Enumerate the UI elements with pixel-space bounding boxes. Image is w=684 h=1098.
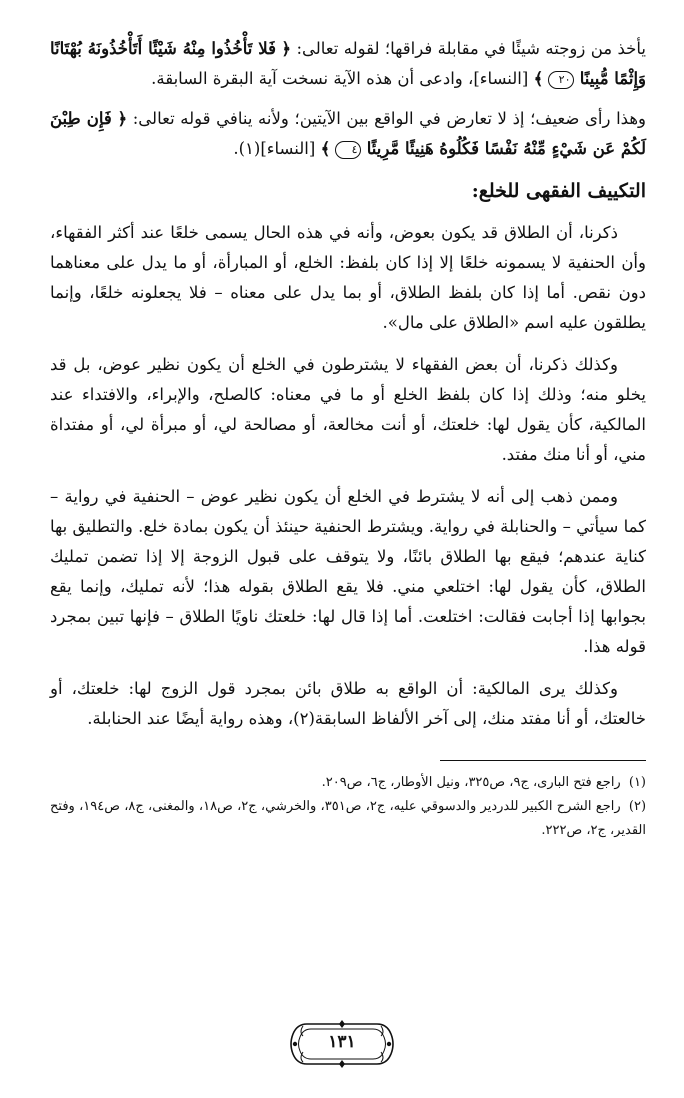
quran-close-bracket: ﴾ <box>320 139 331 158</box>
footnote-1 <box>50 771 646 795</box>
footnote-text: راجع الشرح الكبير للدردير والدسوقي عليه، ج٢، ص٣٥١، والخرشي، ج٢، ص١٨، والمغنى، ج٨، ص١٩٤، وفتح القدير، ج٢، ص٢٢٢. <box>50 799 646 838</box>
paragraph-2-lead: وهذا رأى ضعيف؛ إذ لا تعارض في الواقع بين الآيتين؛ ولأنه ينافي قوله تعالى: <box>132 109 647 128</box>
paragraph-1-lead: يأخذ من زوجته شيئًا في مقابلة فراقها؛ لقوله تعالى: <box>296 39 646 58</box>
paragraph-2 <box>50 104 646 164</box>
paragraph-2-tail: [النساء](١). <box>233 139 316 158</box>
paragraph-4: وكذلك ذكرنا، أن بعض الفقهاء لا يشترطون في الخلع أن يكون نظير عوض، بل قد يخلو منه؛ وذلك إذا كان بلفظ الخلع أو ما في معناه: كالصلح، والإبراء، والافتداء عند المالكية، كأن يقول لها: خلعتك، أو أنت مخالعة، أو مصالحة لي، أو مبرأة لي، أو مفتداة مني، أو أنا منك مفتد. <box>50 355 646 464</box>
ornamental-frame-icon <box>287 1018 397 1070</box>
quran-verse-2: فَإِن طِبْنَ لَكُمْ عَن شَيْءٍ مِّنْهُ نَفْسًا فَكُلُوهُ هَنِيئًا مَّرِيئًا <box>50 109 646 158</box>
footnote-mark: (٢) <box>628 799 647 814</box>
footnote-text: راجع فتح البارى، ج٩، ص٣٢٥، ونيل الأوطار، ج٦، ص٢٠٩. <box>321 775 621 790</box>
page-number: ١٣١ <box>328 1032 356 1052</box>
quran-close-bracket: ﴾ <box>533 69 544 88</box>
footnote-mark: (١) <box>628 775 646 790</box>
quran-open-bracket: ﴿ <box>117 109 128 128</box>
page-number-block <box>0 1018 684 1070</box>
paragraph-1 <box>50 34 646 94</box>
paragraph-5: وممن ذهب إلى أنه لا يشترط في الخلع أن يكون نظير عوض – الحنفية في رواية – كما سيأتي – والحنابلة في رواية. ويشترط الحنفية حينئذ أن يكون بمادة خلع. والتطليق بها كناية عندهم؛ فيقع بها الطلاق بائنًا، ولا يتوقف على قبول الزوجة إلا إذا تضمن تمليك الطلاق، كأن يقول لها: اختلعي مني. فلا يقع الطلاق بقوله هذا؛ لأنه تمليك، وإنما يقع بجوابها إذا أجابت فقالت: اختلعت. أما إذا قال لها: خلعتك ناويًا الطلاق – فإنها تبين بمجرد قوله هذا. <box>50 487 646 656</box>
paragraph-3: ذكرنا، أن الطلاق قد يكون بعوض، وأنه في هذه الحال يسمى خلعًا عند أكثر الفقهاء، وأن الحنفية لا يسمونه خلعًا إلا إذا كان بلفظ: الخلع، أو المبارأة، أو ما يدل على معناهما دون نقص. أما إذا كان بلفظ الطلاق، أو بما يدل على معناه – فلا يجعلونه خلعًا، وإنما يطلقون عليه اسم «الطلاق على مال». <box>50 223 646 332</box>
ayah-number-2: ٤ <box>335 141 361 159</box>
page-body <box>50 34 646 843</box>
ayah-number-1: ٢٠ <box>548 71 574 89</box>
footnote-2 <box>50 795 646 843</box>
section-heading: التكييف الفقهى للخلع: <box>471 180 646 202</box>
quran-open-bracket: ﴿ <box>281 39 292 58</box>
quran-verse-1: فَلا تَأْخُذُوا مِنْهُ شَيْئًا أَتَأْخُذُونَهُ بُهْتَانًا وَإِثْمًا مُّبِينًا <box>50 39 646 88</box>
paragraph-6: وكذلك يرى المالكية: أن الواقع به طلاق بائن بمجرد قول الزوج لها: خلعتك، أو خالعتك، أو أنا مفتد منك، إلى آخر الألفاظ السابقة(٢)، وهذه رواية أيضًا عند الحنابلة. <box>50 679 646 728</box>
footnote-separator <box>440 760 646 761</box>
paragraph-1-tail: [النساء]، وادعى أن هذه الآية نسخت آية البقرة السابقة. <box>151 69 529 88</box>
